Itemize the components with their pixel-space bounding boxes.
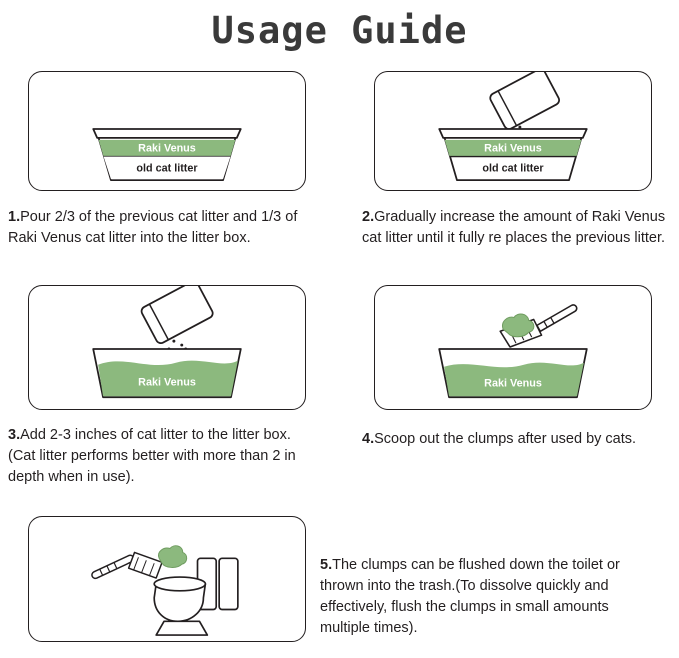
step-4-illustration-panel <box>374 285 652 410</box>
brand-label-2: Raki Venus <box>484 142 542 155</box>
page-title: Usage Guide <box>211 9 468 52</box>
step-5-number: 5. <box>320 557 333 573</box>
step-2-caption <box>362 207 667 249</box>
step-2-number: 2. <box>362 209 375 225</box>
step-3-text: Add 2-3 inches of cat litter to the litter box.(Cat litter performs better with more than 2 in depth when in use). <box>8 427 296 485</box>
step-2-illustration-panel <box>374 71 652 191</box>
step-4-caption <box>362 429 662 450</box>
step-1-text: Pour 2/3 of the previous cat litter and 1/3 of Raki Venus cat litter into the litter box. <box>8 209 298 246</box>
old-litter-label-1: old cat litter <box>136 162 198 175</box>
old-litter-label-2: old cat litter <box>482 162 544 175</box>
step-4-number: 4. <box>362 431 375 447</box>
brand-label-3: Raki Venus <box>138 376 196 389</box>
step-3-caption <box>8 425 308 488</box>
step-5-text: The clumps can be flushed down the toilet or thrown into the trash.(To dissolve quickly and effectively, flush the clumps in small amounts multiple times). <box>320 557 620 636</box>
step-2-text: Gradually increase the amount of Raki Venus cat litter until it fully re places the previous litter. <box>362 209 666 246</box>
step-3-number: 3. <box>8 427 21 443</box>
step-1-caption <box>8 207 318 249</box>
step-3-illustration-panel <box>28 285 306 410</box>
step-4-text: Scoop out the clumps after used by cats. <box>374 431 637 447</box>
pouring-bag-into-litter-box-two-layers-icon <box>375 72 651 190</box>
brand-label-4: Raki Venus <box>484 377 542 390</box>
step-5-caption <box>320 555 650 639</box>
step-5-illustration-panel <box>28 516 306 642</box>
scooping-clump-from-litter-box-icon <box>375 286 651 409</box>
brand-label-1: Raki Venus <box>138 142 196 155</box>
scoop-emptying-clump-into-toilet-icon <box>29 517 305 641</box>
litter-box-two-layers-icon <box>29 72 305 190</box>
pouring-bag-into-deep-litter-box-icon <box>29 286 305 409</box>
step-1-illustration-panel <box>28 71 306 191</box>
step-1-number: 1. <box>8 209 21 225</box>
